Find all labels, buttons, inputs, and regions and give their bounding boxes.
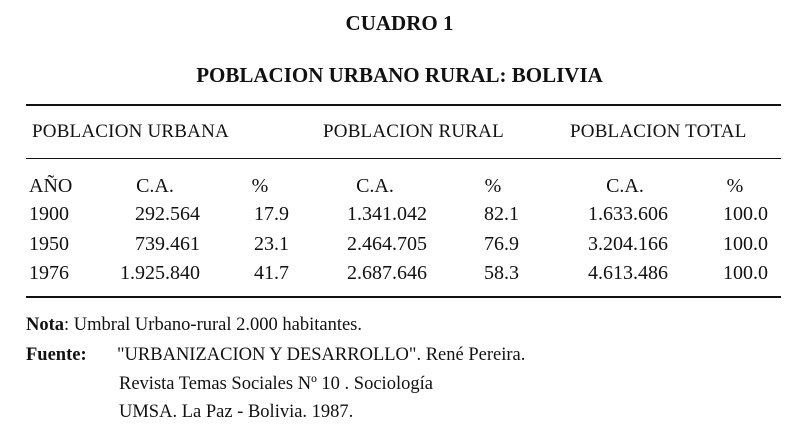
table-label: CUADRO 1 — [345, 11, 454, 35]
source-line: Revista Temas Sociales Nº 10 . Sociología — [119, 374, 433, 394]
row-rural-percent: 58.3 — [484, 262, 519, 284]
row-urban-count: 292.564 — [135, 203, 200, 225]
row-urban-count: 1.925.840 — [120, 262, 200, 284]
column-header-total-percent: % — [726, 175, 744, 197]
row-rural-percent: 82.1 — [484, 203, 519, 225]
row-urban-count: 739.461 — [135, 233, 200, 255]
row-total-percent: 100.0 — [723, 203, 768, 225]
row-urban-percent: 17.9 — [254, 203, 289, 225]
row-urban-percent: 41.7 — [254, 262, 289, 284]
column-header-rural-percent: % — [484, 175, 502, 197]
column-header-total-count: C.A. — [606, 175, 644, 197]
footnote-text: : Umbral Urbano-rural 2.000 habitantes. — [64, 315, 363, 335]
row-total-percent: 100.0 — [723, 262, 768, 284]
group-header-urban: POBLACION URBANA — [32, 121, 229, 142]
row-rural-percent: 76.9 — [484, 233, 519, 255]
row-year: 1900 — [29, 203, 69, 225]
row-year: 1950 — [29, 233, 69, 255]
column-header-urban-percent: % — [251, 175, 269, 197]
column-header-urban-count: C.A. — [136, 175, 174, 197]
row-total-count: 3.204.166 — [588, 233, 668, 255]
row-urban-percent: 23.1 — [254, 233, 289, 255]
footnote-label: Nota — [26, 315, 65, 335]
group-header-rural: POBLACION RURAL — [323, 121, 504, 142]
row-year: 1976 — [29, 262, 69, 284]
row-total-percent: 100.0 — [723, 233, 768, 255]
row-rural-count: 2.464.705 — [347, 233, 427, 255]
group-header-rule — [26, 158, 781, 159]
group-header-total: POBLACION TOTAL — [570, 121, 747, 142]
bottom-rule — [26, 296, 781, 298]
row-total-count: 1.633.606 — [588, 203, 668, 225]
row-rural-count: 1.341.042 — [347, 203, 427, 225]
footnote — [26, 316, 362, 335]
column-header-rural-count: C.A. — [356, 175, 394, 197]
column-header-year: AÑO — [29, 175, 73, 197]
table-title: POBLACION URBANO RURAL: BOLIVIA — [196, 63, 603, 87]
top-rule — [26, 104, 781, 106]
source-line: "URBANIZACION Y DESARROLLO". René Pereira. — [117, 345, 526, 365]
source-label: Fuente: — [26, 345, 87, 365]
row-rural-count: 2.687.646 — [347, 262, 427, 284]
row-total-count: 4.613.486 — [588, 262, 668, 284]
source-line: UMSA. La Paz - Bolivia. 1987. — [119, 402, 354, 422]
